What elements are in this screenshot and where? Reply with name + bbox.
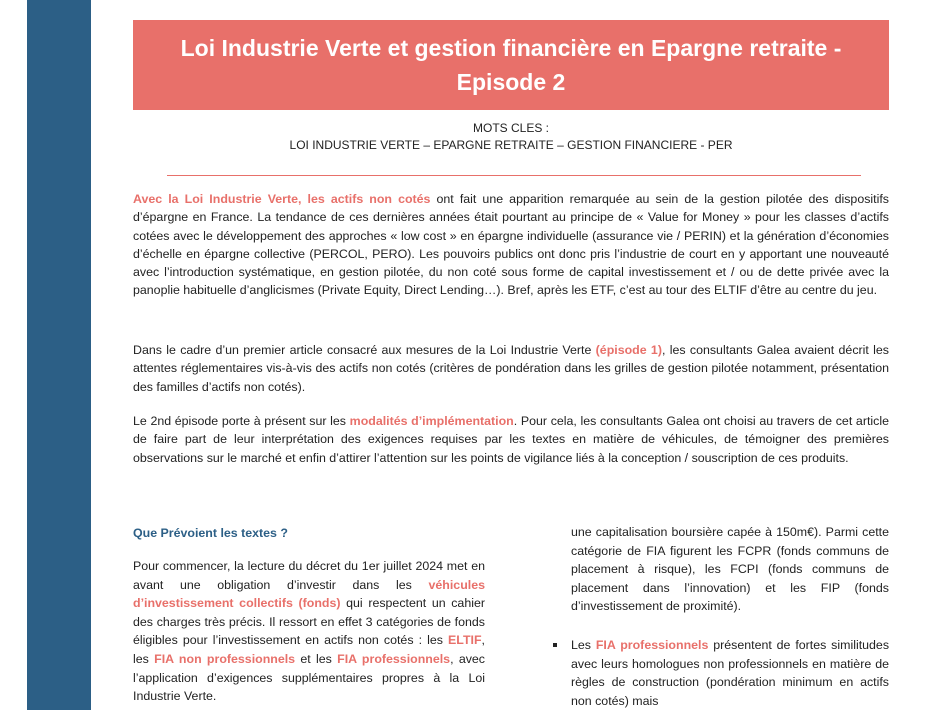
highlight-text: véhicules d’investissement collectifs (fonds): [133, 577, 485, 611]
right-column-continuation: une capitalisation boursière capée à 150m€). Parmi cette catégorie de FIA figurent les FCPR (fonds communs de placement à risque), les FCPI (fonds communs de placement dans l’innovation) et les FIP (fonds d’investissement de proximité).: [571, 525, 889, 614]
bullet-text: [571, 636, 889, 710]
highlight-text: FIA professionnels: [595, 637, 709, 652]
intro-paragraph-3: [133, 412, 889, 467]
paragraph-text: Pour commencer, la lecture du décret du 1er juillet 2024 met en avant une obligation d’investir dans les: [133, 559, 485, 592]
highlight-text: FIA non professionnels: [154, 651, 296, 666]
paragraph-text: Dans le cadre d’un premier article consacré aux mesures de la Loi Industrie Verte: [133, 343, 596, 357]
paragraph-text: , avec l’application d’exigences supplémentaires propres à la Loi Industrie Verte.: [133, 651, 485, 704]
right-column: [553, 523, 889, 710]
section-heading: Que Prévoient les textes ?: [133, 526, 288, 540]
divider: [167, 175, 861, 176]
paragraph-text: Le 2nd épisode porte à présent sur les: [133, 414, 350, 428]
highlight-text: modalités d’implémentation: [349, 414, 514, 428]
paragraph-text: qui respectent un cahier des charges très précis. Il ressort en effet 3 catégories de fonds éligibles pour l’investissement en actifs non cotés : les: [133, 596, 485, 648]
paragraph-text: présentent de fortes similitudes avec leurs homologues non professionnels en matière de règles de construction (pondération minimum en actifs non cotés) mais: [571, 637, 890, 708]
highlight-text: FIA professionnels: [337, 651, 451, 666]
keywords-list: LOI INDUSTRIE VERTE – EPARGNE RETRAITE – GESTION FINANCIERE - PER: [289, 138, 733, 152]
paragraph-text: . Pour cela, les consultants Galea ont choisi au travers de cet article de faire part de leur interprétation des exigences requises par les textes en matière de véhicules, de témoigner des premières observations sur le marché et enfin d’attirer l’attention sur les points de vigilance liés à la conception / souscription de ces produits.: [133, 414, 889, 465]
paragraph-text: , les: [133, 633, 485, 666]
bullet-icon: [553, 643, 557, 647]
paragraph-text: , les consultants Galea avaient décrit les attentes réglementaires vis-à-vis des actifs non cotés (critères de pondération dans les grilles de gestion pilotée notamment, présentation des familles d’actifs non cotés).: [133, 343, 889, 394]
bullet-fia-professionnels: [553, 636, 889, 710]
title-banner: [133, 20, 889, 110]
episode-1-link[interactable]: (épisode 1): [595, 343, 662, 357]
left-column-paragraph: [133, 557, 485, 706]
left-column: [133, 524, 485, 706]
keywords-block: [133, 120, 889, 154]
sidebar-accent-bar: [27, 0, 91, 710]
highlight-text: ELTIF: [448, 633, 482, 648]
intro-paragraph-2: [133, 341, 889, 396]
highlight-text: Avec la Loi Industrie Verte, les actifs non cotés: [133, 192, 431, 206]
keywords-heading: MOTS CLES :: [472, 121, 549, 135]
paragraph-text: ont fait une apparition remarquée au sein de la gestion pilotée des dispositifs d’épargne en France. La tendance de ces dernières années était pourtant au principe de « Value for Money » pour les classes d’actifs cotées avec le développement des approches « low cost » en épargne individuelle (assurance vie / PERIN) et la génération d’économies d’échelle en épargne collective (PERCOL, PERO). Les pouvoirs publics ont donc pris l’industrie de court en y apportant une nouveauté avec l’introduction systématique, en gestion pilotée, du non coté sous forme de capital investissement et / ou de dette privée avec la panoplie habituelle d’anglicismes (Private Equity, Direct Lending…). Bref, après les ETF, c’est au tour des ELTIF d’être au centre du jeu.: [133, 192, 889, 298]
title-line-1: Loi Industrie Verte et gestion financière en Epargne retraite -: [180, 35, 842, 61]
paragraph-text: Les: [571, 637, 596, 652]
intro-paragraph-1: [133, 190, 889, 300]
title-line-2: Episode 2: [456, 69, 566, 95]
paragraph-text: et les: [295, 651, 338, 666]
